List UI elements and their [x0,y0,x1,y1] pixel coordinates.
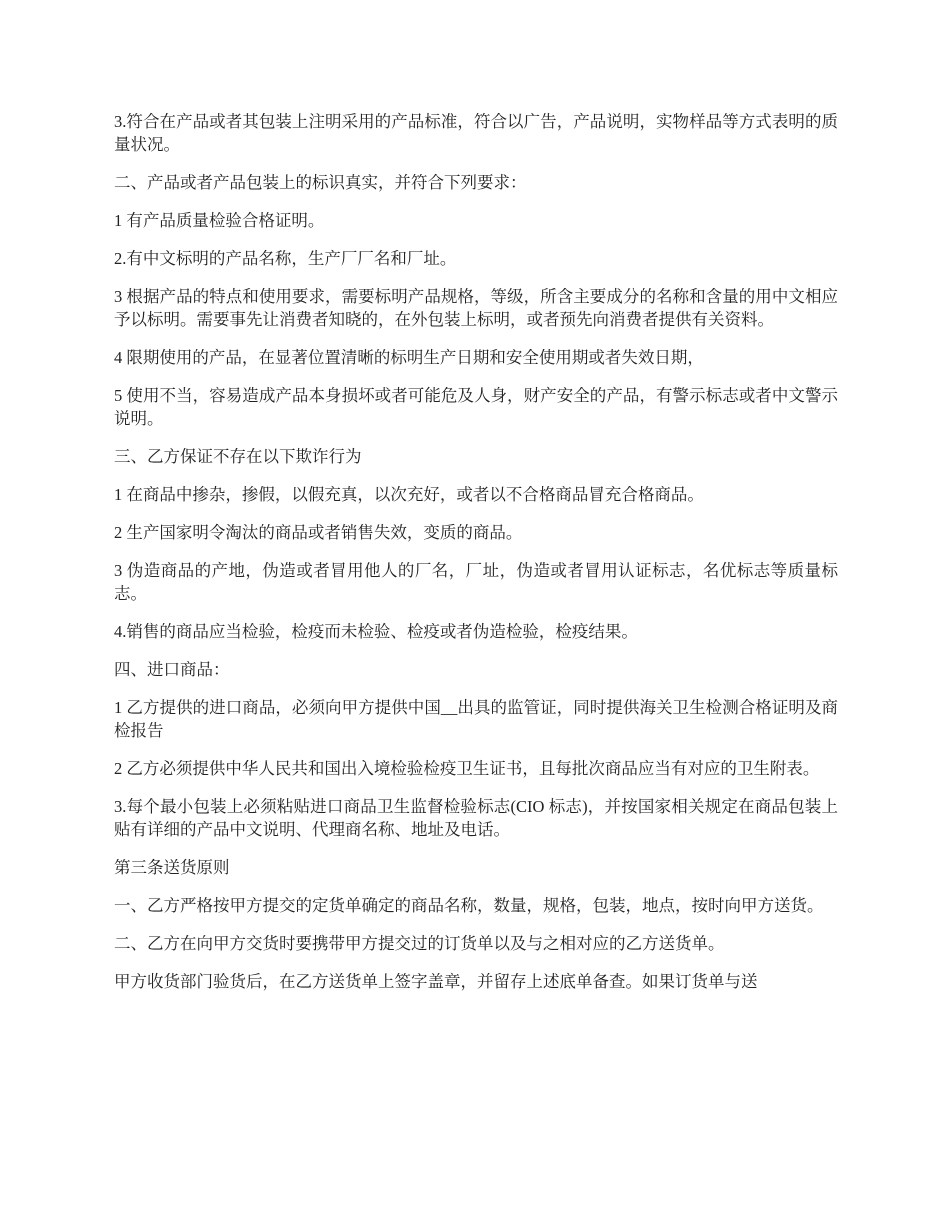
document-page [114,110,838,1008]
paragraph-1-quality-certificate: 1 有产品质量检验合格证明。 [114,211,325,230]
paragraph-1-adulteration: 1 在商品中掺杂，掺假，以假充真，以次充好，或者以不合格商品冒充合格商品。 [114,485,704,504]
paragraph-receiving-inspection: 甲方收货部门验货后，在乙方送货单上签字盖章，并留存上述底单备查。如果订货单与送 [114,972,758,991]
heading-article-3-delivery: 第三条送货原则 [114,858,230,877]
paragraph-3-cio-label: 3.每个最小包装上必须粘贴进口商品卫生监督检验标志(CIO 标志)，并按国家相关规定在商品包装上贴有详细的产品中文说明、代理商名称、地址及电话。 [114,797,838,839]
heading-labeling-requirements: 二、产品或者产品包装上的标识真实，并符合下列要求： [114,173,527,192]
paragraph-4-inspection: 4.销售的商品应当检验，检疫而未检验、检疫或者伪造检验，检疫结果。 [114,622,638,641]
paragraph-3-quality-standard: 3.符合在产品或者其包装上注明采用的产品标准，符合以广告，产品说明，实物样品等方式表明的质量状况。 [114,112,838,154]
paragraph-1-import-certificate: 1 乙方提供的进口商品，必须向甲方提供中国__出具的监管证，同时提供海关卫生检测合格证明及商检报告 [114,698,838,740]
heading-no-fraud: 三、乙方保证不存在以下欺诈行为 [114,447,362,466]
paragraph-3-forged-origin: 3 伪造商品的产地，伪造或者冒用他人的厂名，厂址，伪造或者冒用认证标志，名优标志等质量标志。 [114,561,838,603]
paragraph-4-expiry-date: 4 限期使用的产品，在显著位置清晰的标明生产日期和安全使用期或者失效日期， [114,348,704,367]
paragraph-2-obsolete-goods: 2 生产国家明令淘汰的商品或者销售失效，变质的商品。 [114,523,523,542]
paragraph-delivery-order: 一、乙方严格按甲方提交的定货单确定的商品名称，数量，规格，包装，地点，按时向甲方送货。 [114,896,824,915]
paragraph-delivery-documents: 二、乙方在向甲方交货时要携带甲方提交过的订货单以及与之相对应的乙方送货单。 [114,934,725,953]
paragraph-3-specifications: 3 根据产品的特点和使用要求，需要标明产品规格，等级，所含主要成分的名称和含量的用中文相应予以标明。需要事先让消费者知晓的，在外包装上标明，或者预先向消费者提供有关资料。 [114,287,838,329]
heading-imported-goods: 四、进口商品： [114,660,230,679]
paragraph-5-warning-label: 5 使用不当，容易造成产品本身损坏或者可能危及人身，财产安全的产品，有警示标志或者中文警示说明。 [114,386,838,428]
paragraph-2-chinese-name: 2.有中文标明的产品名称，生产厂厂名和厂址。 [114,249,457,268]
paragraph-2-health-certificate: 2 乙方必须提供中华人民共和国出入境检验检疫卫生证书，且每批次商品应当有对应的卫生附表。 [114,759,820,778]
